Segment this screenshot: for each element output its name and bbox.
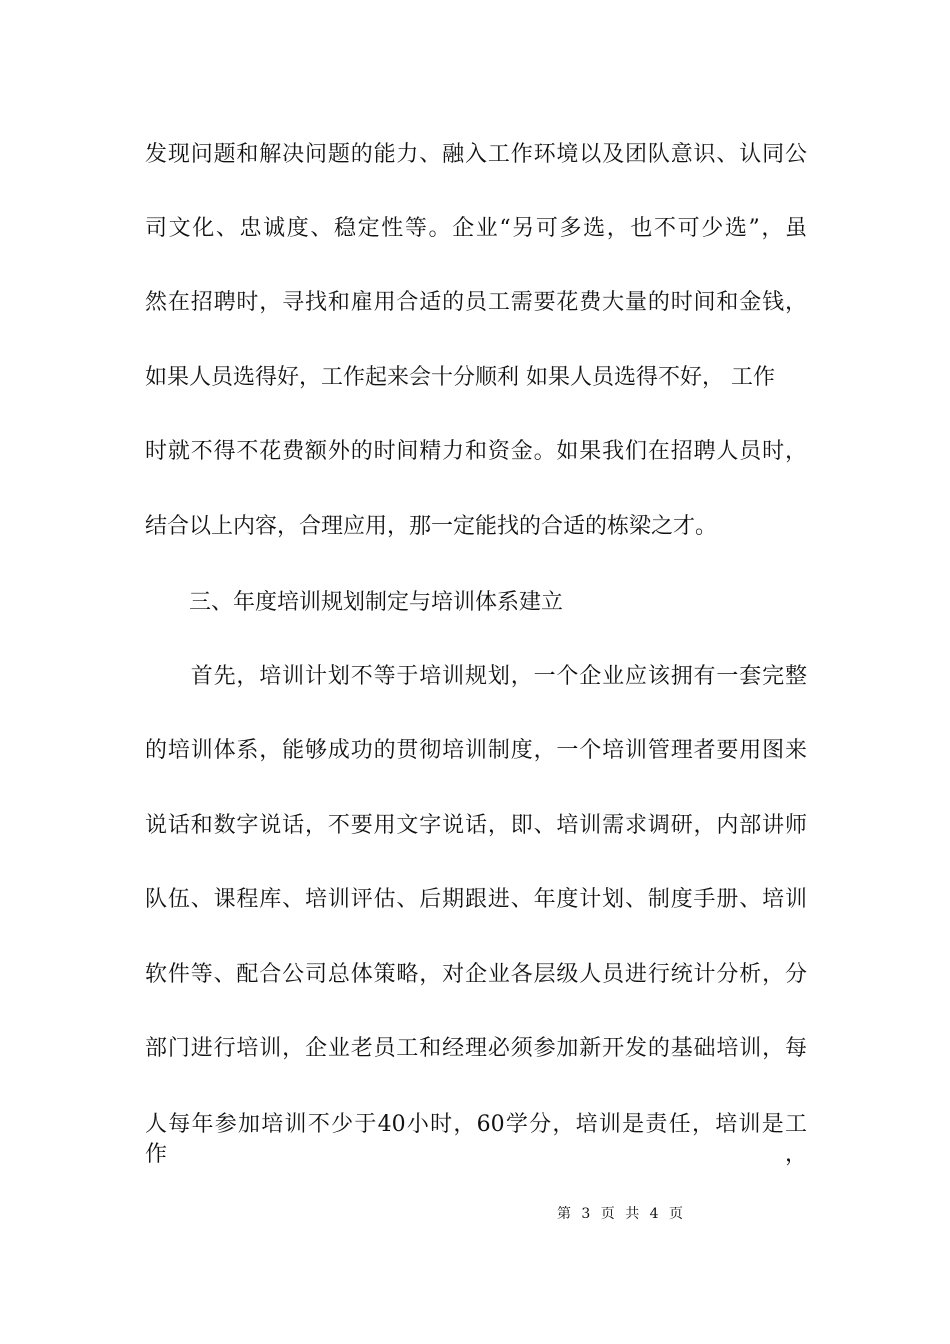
paragraph-line: 软件等、配合公司总体策略，对企业各层级人员进行统计分析，分: [145, 962, 807, 987]
paragraph-line: 队伍、课程库、培训评估、后期跟进、年度计划、制度手册、培训: [145, 887, 807, 912]
paragraph-line: 然在招聘时，寻找和雇用合适的员工需要花费大量的时间和金钱，: [145, 290, 807, 315]
paragraph-line: 说话和数字说话，不要用文字说话，即、培训需求调研，内部讲师: [145, 813, 807, 838]
paragraph-line: 时就不得不花费额外的时间精力和资金。如果我们在招聘人员时，: [145, 439, 807, 464]
paragraph-line: 部门进行培训，企业老员工和经理必须参加新开发的基础培训，每: [145, 1036, 807, 1061]
paragraph-line: 司文化、忠诚度、稳定性等。企业“另可多选，也不可少选”，虽: [145, 216, 807, 241]
page-number-footer: 第 3 页 共 4 页: [556, 1206, 684, 1222]
paragraph-line: 的培训体系，能够成功的贯彻培训制度，一个培训管理者要用图来: [145, 738, 807, 763]
paragraph-line: 结合以上内容，合理应用，那一定能找的合适的栋梁之才。: [145, 514, 718, 539]
paragraph-line: 首先，培训计划不等于培训规划，一个企业应该拥有一套完整: [145, 664, 807, 689]
paragraph-line: 发现问题和解决问题的能力、融入工作环境以及团队意识、认同公: [145, 142, 807, 167]
section-heading: 三、年度培训规划制定与培训体系建立: [145, 590, 564, 615]
paragraph-line: 如果人员选得好，工作起来会十分顺利 如果人员选得不好， 工作: [145, 365, 775, 390]
paragraph-line: 人每年参加培训不少于40小时，60学分，培训是责任，培训是工作，: [145, 1112, 807, 1167]
